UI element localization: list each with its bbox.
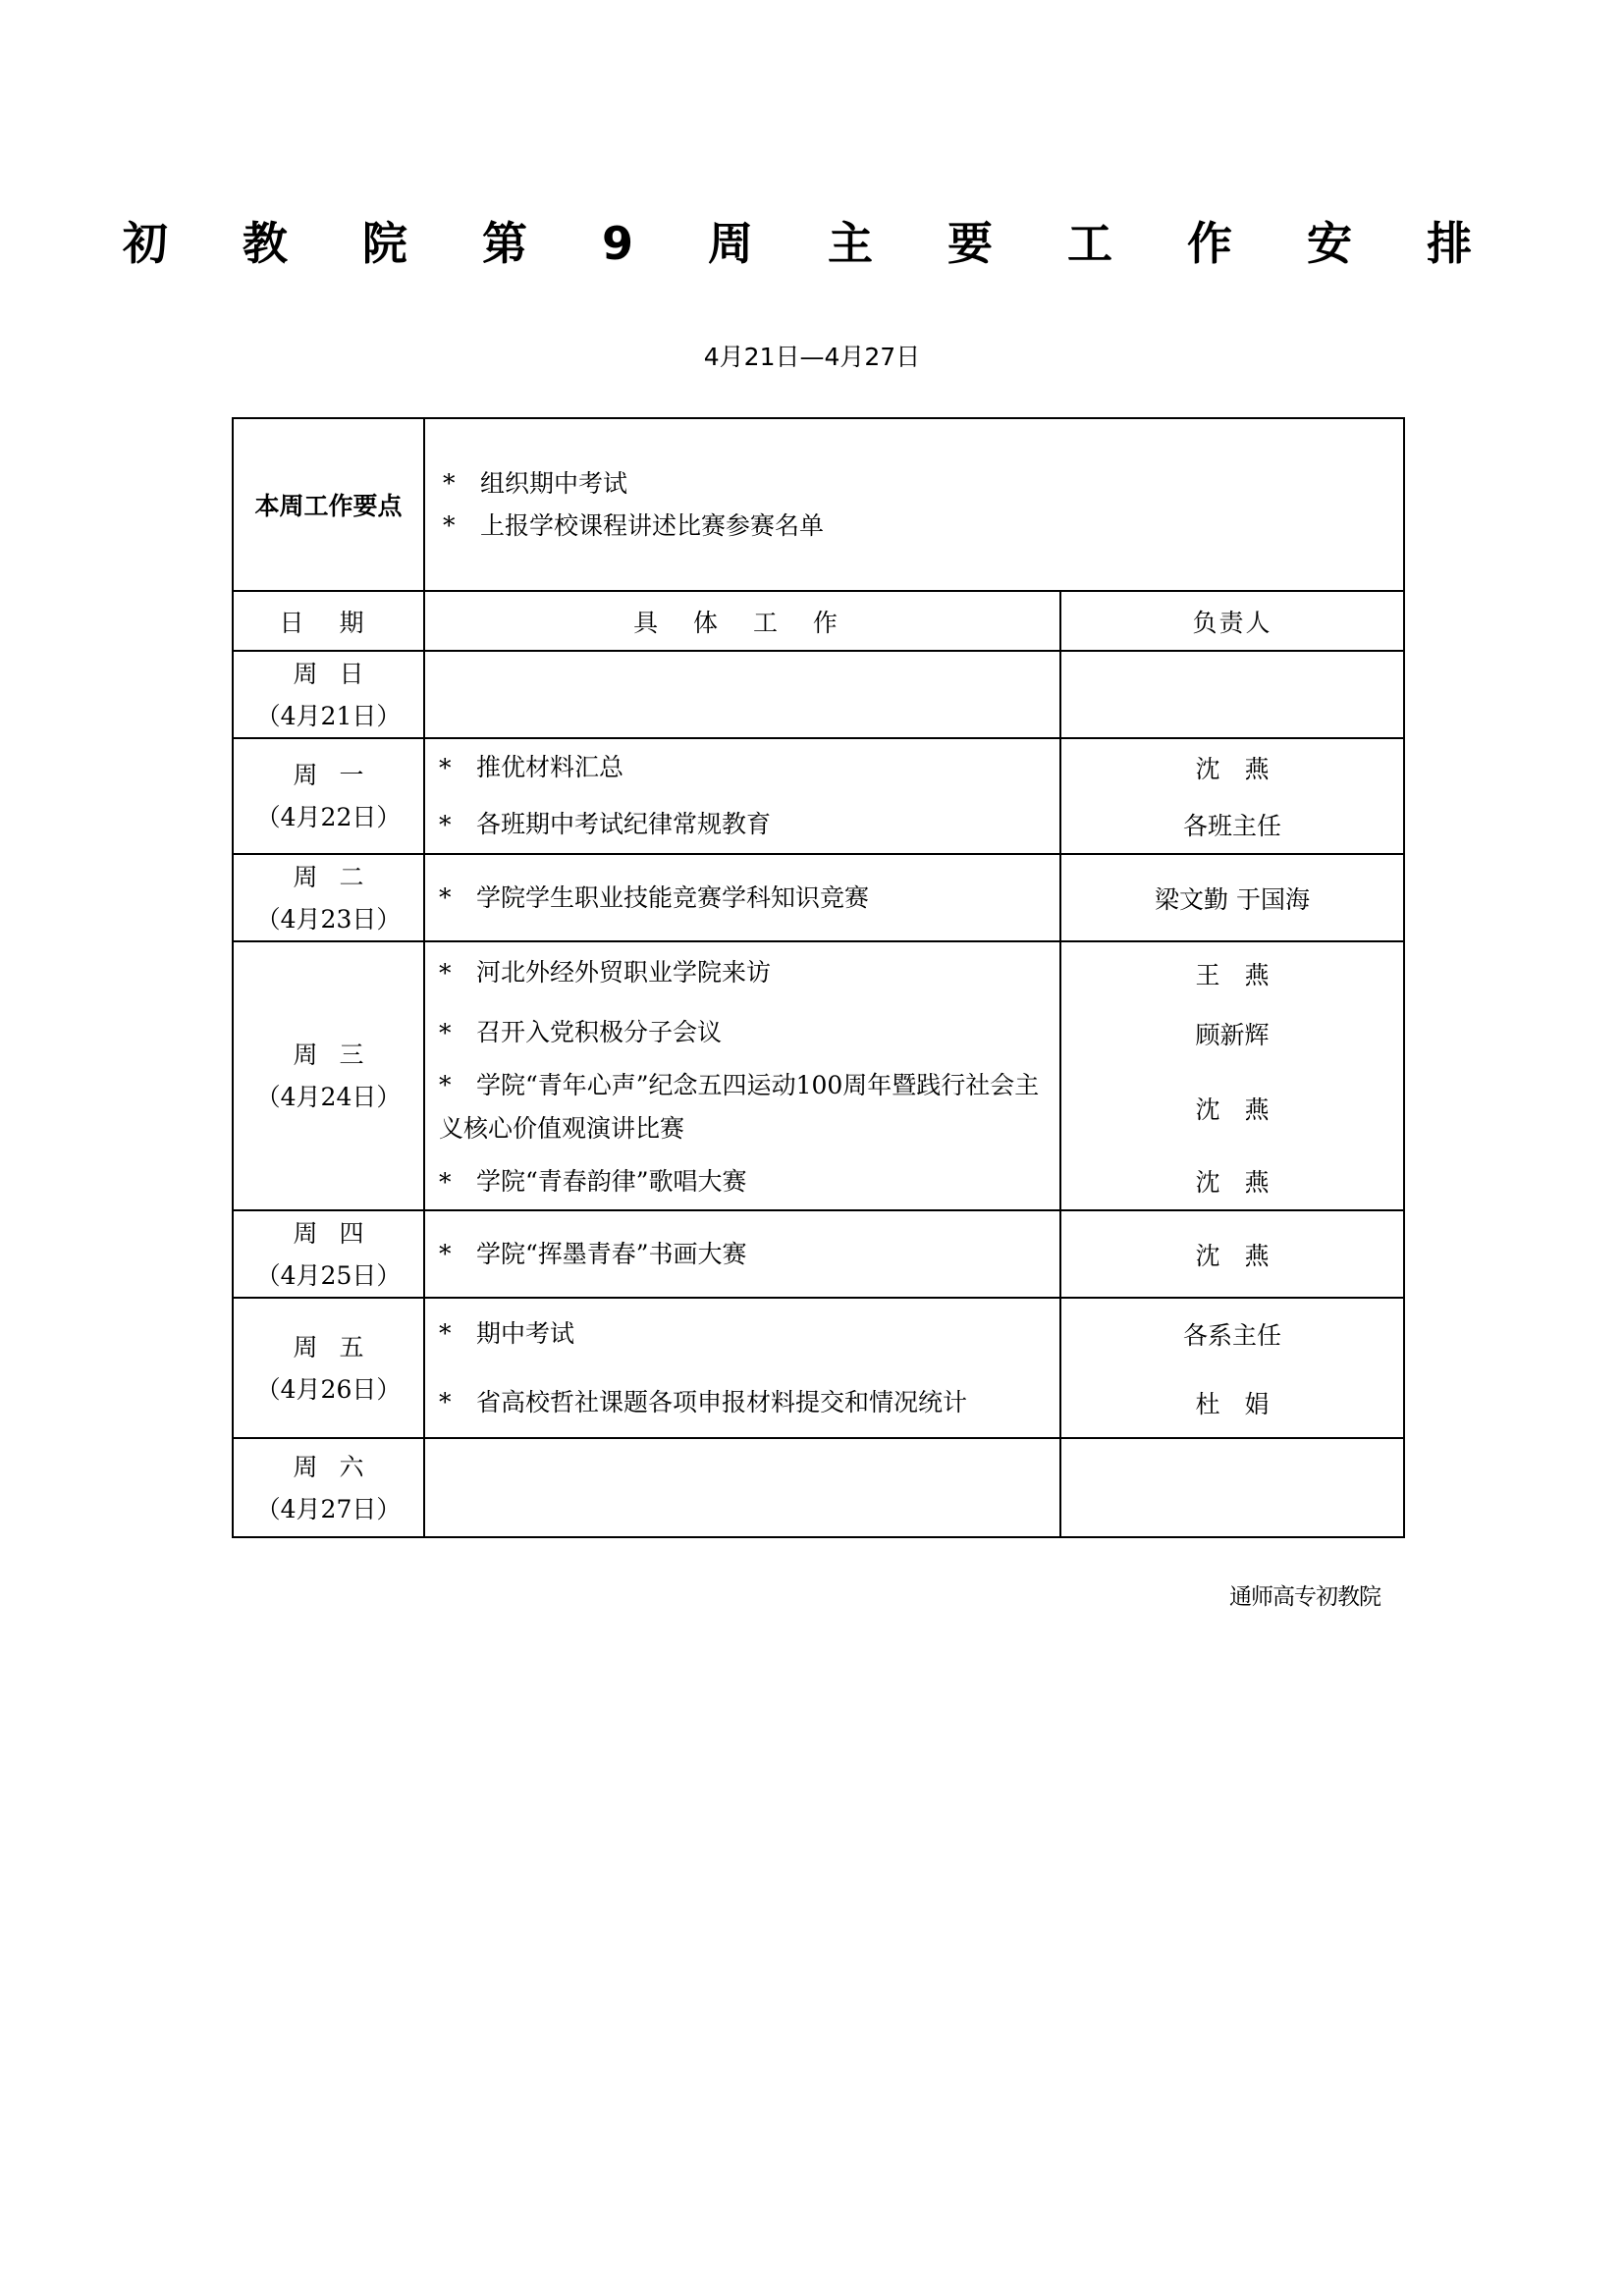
task-text: 省高校哲社课题各项申报材料提交和情况统计 — [476, 1387, 968, 1416]
task-owner: 杜 娟 — [1195, 1389, 1270, 1418]
task-text: 推优材料汇总 — [476, 753, 624, 781]
task-cell — [424, 854, 1060, 941]
task-owner: 梁文勤 于国海 — [1155, 884, 1310, 914]
task-item — [439, 796, 1052, 853]
task-text: 召开入党积极分子会议 — [476, 1018, 723, 1046]
owner-cell — [1060, 738, 1404, 854]
schedule-table — [232, 417, 1405, 1538]
task-owner: 各班主任 — [1183, 812, 1282, 840]
day-cell — [233, 1438, 424, 1537]
owner-cell — [1060, 854, 1404, 941]
day-date: （4月21日） — [255, 701, 402, 730]
day-row-friday — [233, 1298, 1404, 1438]
task-item-wrapped — [439, 1062, 1052, 1154]
task-cell — [424, 738, 1060, 854]
task-text: 学院“青年心声”纪念五四运动100周年暨践行社会主义核心价值观演讲比赛 — [439, 1071, 1040, 1143]
key-points-content — [424, 418, 1404, 591]
day-name: 周日 — [293, 659, 386, 688]
day-date: （4月23日） — [255, 904, 402, 934]
bullet-star: * — [439, 1319, 452, 1348]
key-point-item — [443, 505, 1403, 547]
task-owner: 王 燕 — [1195, 961, 1270, 989]
day-row-saturday — [233, 1438, 1404, 1537]
task-cell — [424, 651, 1060, 738]
owner-cell — [1060, 1210, 1404, 1298]
task-owner: 沈 燕 — [1195, 1241, 1270, 1270]
owner-cell — [1060, 1298, 1404, 1438]
bullet-star: * — [443, 469, 456, 498]
day-date: （4月25日） — [255, 1260, 402, 1290]
page-title: 初 教 院 第 9 周 主 要 工 作 安 排 — [122, 217, 1502, 270]
day-name: 周四 — [293, 1218, 386, 1248]
task-text: 学院“青春韵律”歌唱大赛 — [476, 1167, 747, 1196]
day-date: （4月24日） — [255, 1083, 402, 1111]
key-point-text: 上报学校课程讲述比赛参赛名单 — [480, 511, 825, 540]
day-date: （4月26日） — [255, 1374, 402, 1404]
task-owner: 沈 燕 — [1195, 755, 1270, 783]
owner-cell — [1060, 941, 1404, 1210]
task-cell — [424, 1210, 1060, 1298]
task-owner: 顾新辉 — [1195, 1021, 1270, 1049]
date-range: 4月21日—4月27日 — [703, 343, 921, 371]
owner-cell — [1060, 1438, 1404, 1537]
day-name: 周五 — [293, 1332, 386, 1362]
task-wrapped-line — [439, 1064, 1052, 1150]
task-text: 学院“挥墨青春”书画大赛 — [476, 1239, 747, 1268]
key-point-text: 组织期中考试 — [480, 469, 628, 498]
task-item — [439, 739, 1052, 796]
day-name: 周三 — [293, 1041, 386, 1069]
bullet-star: * — [439, 810, 452, 839]
day-cell — [233, 651, 424, 738]
task-item — [439, 877, 1052, 920]
day-row-tuesday — [233, 854, 1404, 941]
task-owner: 各系主任 — [1183, 1320, 1282, 1350]
day-row-sunday — [233, 651, 1404, 738]
footer-signature: 通师高专初教院 — [1229, 1584, 1380, 1610]
task-cell — [424, 1438, 1060, 1537]
task-item — [439, 1300, 1052, 1368]
day-date: （4月22日） — [255, 803, 402, 831]
day-name: 周六 — [293, 1452, 386, 1481]
day-cell — [233, 941, 424, 1210]
day-date: （4月27日） — [255, 1494, 402, 1523]
header-row — [233, 591, 1404, 651]
task-text: 期中考试 — [476, 1318, 575, 1348]
header-work: 具 体 工 作 — [424, 591, 1060, 651]
key-points-row — [233, 418, 1404, 591]
task-item — [439, 1233, 1052, 1276]
task-text: 学院学生职业技能竞赛学科知识竞赛 — [476, 882, 870, 912]
header-date: 日 期 — [233, 591, 424, 651]
task-owner: 沈 燕 — [1195, 1168, 1270, 1197]
day-row-thursday — [233, 1210, 1404, 1298]
header-owner: 负责人 — [1060, 591, 1404, 651]
task-item — [439, 1003, 1052, 1062]
task-text: 各班期中考试纪律常规教育 — [476, 810, 772, 838]
bullet-star: * — [439, 1388, 452, 1416]
day-cell — [233, 854, 424, 941]
task-item — [439, 942, 1052, 1003]
day-name: 周一 — [293, 761, 386, 789]
task-text: 河北外经外贸职业学院来访 — [476, 958, 772, 987]
bullet-star: * — [439, 1167, 452, 1197]
key-point-item — [443, 462, 1403, 505]
bullet-star: * — [439, 958, 452, 988]
bullet-star: * — [439, 1018, 452, 1047]
task-cell — [424, 941, 1060, 1210]
task-cell — [424, 1298, 1060, 1438]
bullet-star: * — [439, 1240, 452, 1268]
day-cell — [233, 1210, 424, 1298]
task-item — [439, 1154, 1052, 1209]
task-owner: 沈 燕 — [1195, 1095, 1270, 1124]
bullet-star: * — [443, 511, 456, 540]
bullet-star: * — [439, 753, 452, 782]
day-name: 周二 — [293, 862, 386, 891]
task-item — [439, 1368, 1052, 1437]
day-row-wednesday — [233, 941, 1404, 1210]
day-row-monday — [233, 738, 1404, 854]
day-cell — [233, 1298, 424, 1438]
bullet-star: * — [439, 1071, 452, 1099]
key-points-label: 本周工作要点 — [233, 418, 424, 591]
owner-cell — [1060, 651, 1404, 738]
day-cell — [233, 738, 424, 854]
bullet-star: * — [439, 883, 452, 912]
